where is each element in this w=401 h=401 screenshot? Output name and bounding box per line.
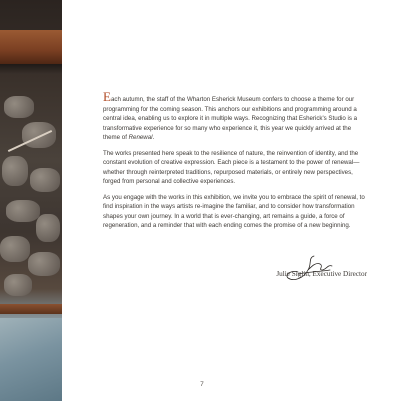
stone — [4, 274, 32, 296]
paragraph-1 — [103, 89, 367, 143]
stone — [36, 214, 60, 242]
stone — [30, 168, 60, 192]
paragraph-1-text: ach autumn, the staff of the Wharton Esherick Museum confers to choose a theme for our programming for the coming season. This anchors our exhibitions and programming around a central idea, enabling us to explore it in multiple ways. Recognizing that Esherick's Studio is a transformative experience for so many who experience it, this year we quickly arrived at the theme of — [103, 96, 358, 141]
signature-name-title: Julie Siglin, Executive Director — [276, 270, 367, 278]
page-number: 7 — [200, 381, 204, 388]
studio-photo — [0, 0, 62, 401]
paragraph-1-end: . — [152, 134, 155, 141]
handwritten-signature — [284, 252, 336, 286]
stone — [2, 156, 28, 186]
drop-cap: E — [103, 89, 111, 104]
letter-body — [103, 89, 367, 237]
paragraph-2: The works presented here speak to the resilience of nature, the reinvention of identity, and the constant evolution of creative expression. Each piece is a testament to the power of renewal—whether through reinterpreted traditions, repurposed materials, or entirely new perspectives, forged from personal and collective experiences. — [103, 149, 360, 185]
stone — [4, 96, 34, 118]
paragraph-3: As you engage with the works in this exhibition, we invite you to embrace the spirit of renewal, to find inspiration in the ways artists re-imagine the familiar, and to consider how transformation shapes your own journey. In a world that is ever-changing, art remains a guide, a force of regeneration, and a reminder that with each ending comes the promise of a new beginning. — [103, 193, 365, 229]
stone — [0, 236, 30, 262]
wooden-beam — [0, 30, 62, 64]
theme-emphasis: Renewal — [128, 134, 153, 141]
stone — [28, 252, 60, 276]
wooden-ledge — [0, 304, 62, 314]
stone — [6, 200, 40, 222]
fabric — [0, 318, 62, 401]
